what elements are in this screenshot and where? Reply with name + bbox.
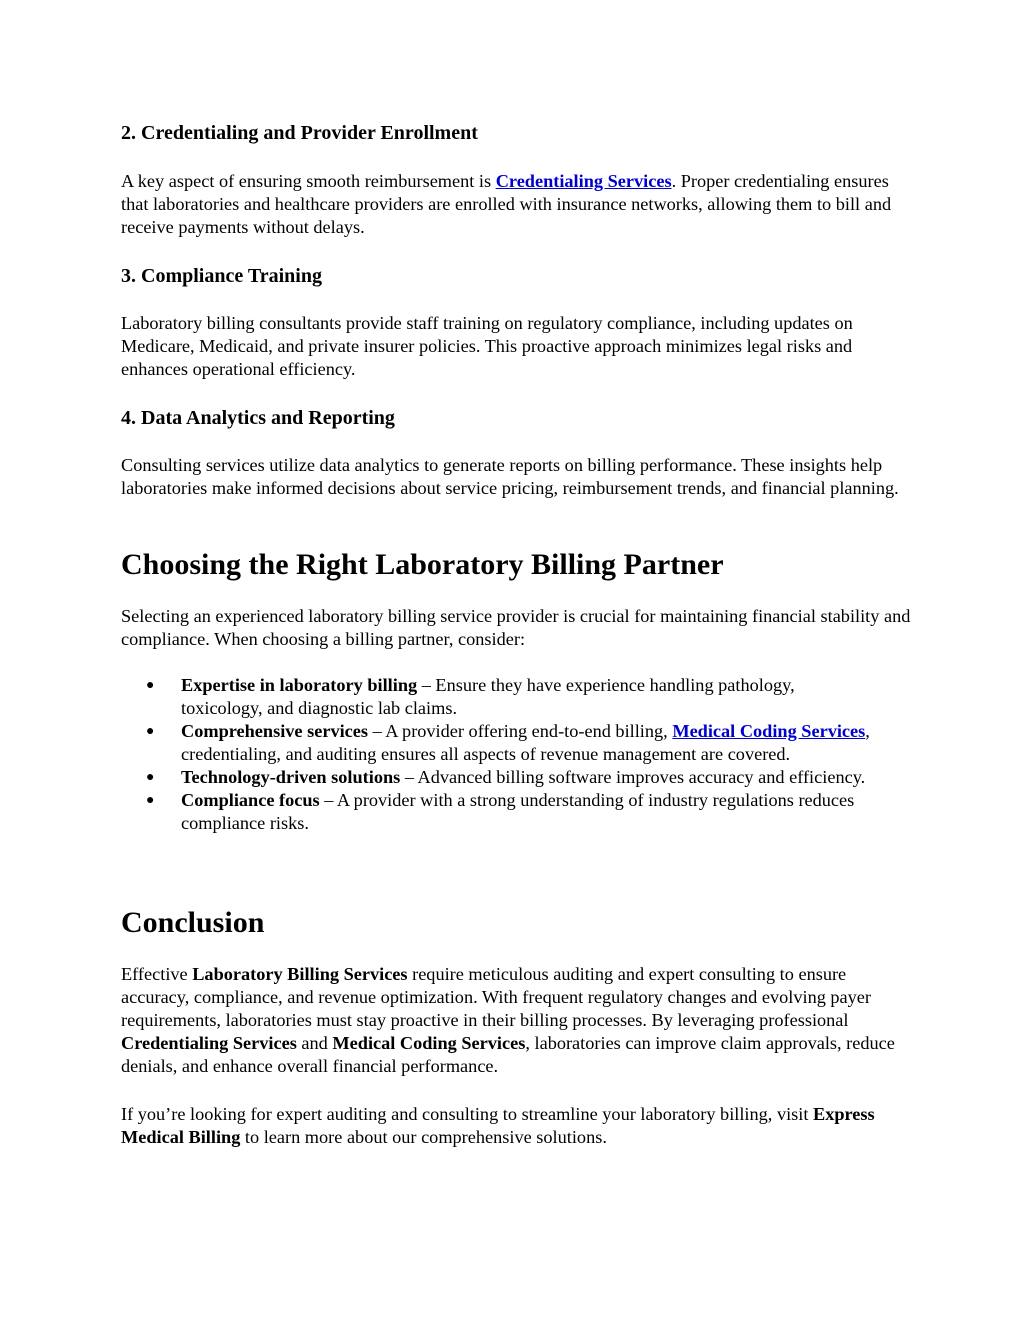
text-segment: require meticulous auditing and expert consulting to ensure accuracy, compliance, and revenue optimization. With frequent regulatory changes and evolving payer requirements, laboratories must stay proactive in their billing processes. By leveraging professional	[121, 964, 872, 1030]
text-segment: Effective	[121, 964, 193, 984]
paragraph-partner-intro: Selecting an experienced laboratory billing service provider is crucial for maintaining financial stability and compliance. When choosing a billing partner, consider:	[121, 606, 911, 649]
list-item-text: – A provider offering end-to-end billing,	[368, 721, 673, 741]
list-item-title: Expertise in laboratory billing	[181, 675, 418, 695]
paragraph-credentialing	[121, 170, 911, 239]
text-segment: . Proper credentialing ensures that laboratories and healthcare providers are enrolled with insurance networks, allowing them to bill and receive payments without delays.	[121, 171, 892, 237]
list-item-text: – A provider with a strong understanding of industry regulations reduces compliance risks.	[181, 790, 855, 833]
bullet-icon: ●	[146, 793, 155, 808]
link-credentialing-services[interactable]: Credentialing Services	[495, 171, 672, 191]
paragraph-analytics: Consulting services utilize data analytics to generate reports on billing performance. These insights help laboratories make informed decisions about service pricing, reimbursement trends, and financial planning.	[121, 455, 899, 498]
list-item-text: – Advanced billing software improves accuracy and efficiency.	[400, 767, 866, 787]
bold-laboratory-billing-services: Laboratory Billing Services	[192, 964, 408, 984]
text-segment: , laboratories can improve claim approvals, reduce denials, and enhance overall financial performance.	[121, 1033, 895, 1076]
heading-compliance: 3. Compliance Training	[121, 265, 322, 287]
list-item	[121, 674, 871, 720]
bullet-icon: ●	[146, 678, 155, 693]
paragraph-conclusion-2	[121, 1103, 911, 1149]
heading-analytics: 4. Data Analytics and Reporting	[121, 407, 395, 429]
bold-express-medical-billing: Express Medical Billing	[121, 1104, 875, 1147]
list-item-text: – Ensure they have experience handling pathology, toxicology, and diagnostic lab claims.	[181, 675, 795, 718]
bullet-icon: ●	[146, 724, 155, 739]
list-item-title: Technology-driven solutions	[181, 767, 401, 787]
text-segment: A key aspect of ensuring smooth reimbursement is	[121, 171, 496, 191]
paragraph-conclusion-1	[121, 963, 911, 1078]
heading-credentialing: 2. Credentialing and Provider Enrollment	[121, 122, 478, 144]
bullet-icon: ●	[146, 770, 155, 785]
paragraph-compliance: Laboratory billing consultants provide staff training on regulatory compliance, including updates on Medicare, Medicaid, and private insurer policies. This proactive approach minimizes legal risks and enhances operational efficiency.	[121, 313, 853, 379]
partner-criteria-list	[121, 674, 911, 835]
list-item	[121, 766, 871, 789]
link-medical-coding-services[interactable]: Medical Coding Services	[672, 721, 866, 741]
text-segment: to learn more about our comprehensive solutions.	[240, 1127, 607, 1147]
text-segment: If you’re looking for expert auditing and consulting to streamline your laboratory billing, visit	[121, 1104, 814, 1124]
bold-medical-coding-services: Medical Coding Services	[332, 1033, 526, 1053]
bold-credentialing-services: Credentialing Services	[121, 1033, 297, 1053]
list-item	[121, 720, 871, 766]
list-item-text: , credentialing, and auditing ensures all aspects of revenue management are covered.	[181, 721, 870, 764]
heading-billing-partner: Choosing the Right Laboratory Billing Partner	[121, 548, 724, 581]
list-item-title: Compliance focus	[181, 790, 320, 810]
list-item-title: Comprehensive services	[181, 721, 369, 741]
list-item	[121, 789, 871, 835]
heading-conclusion: Conclusion	[121, 906, 265, 939]
text-segment: and	[296, 1033, 333, 1053]
